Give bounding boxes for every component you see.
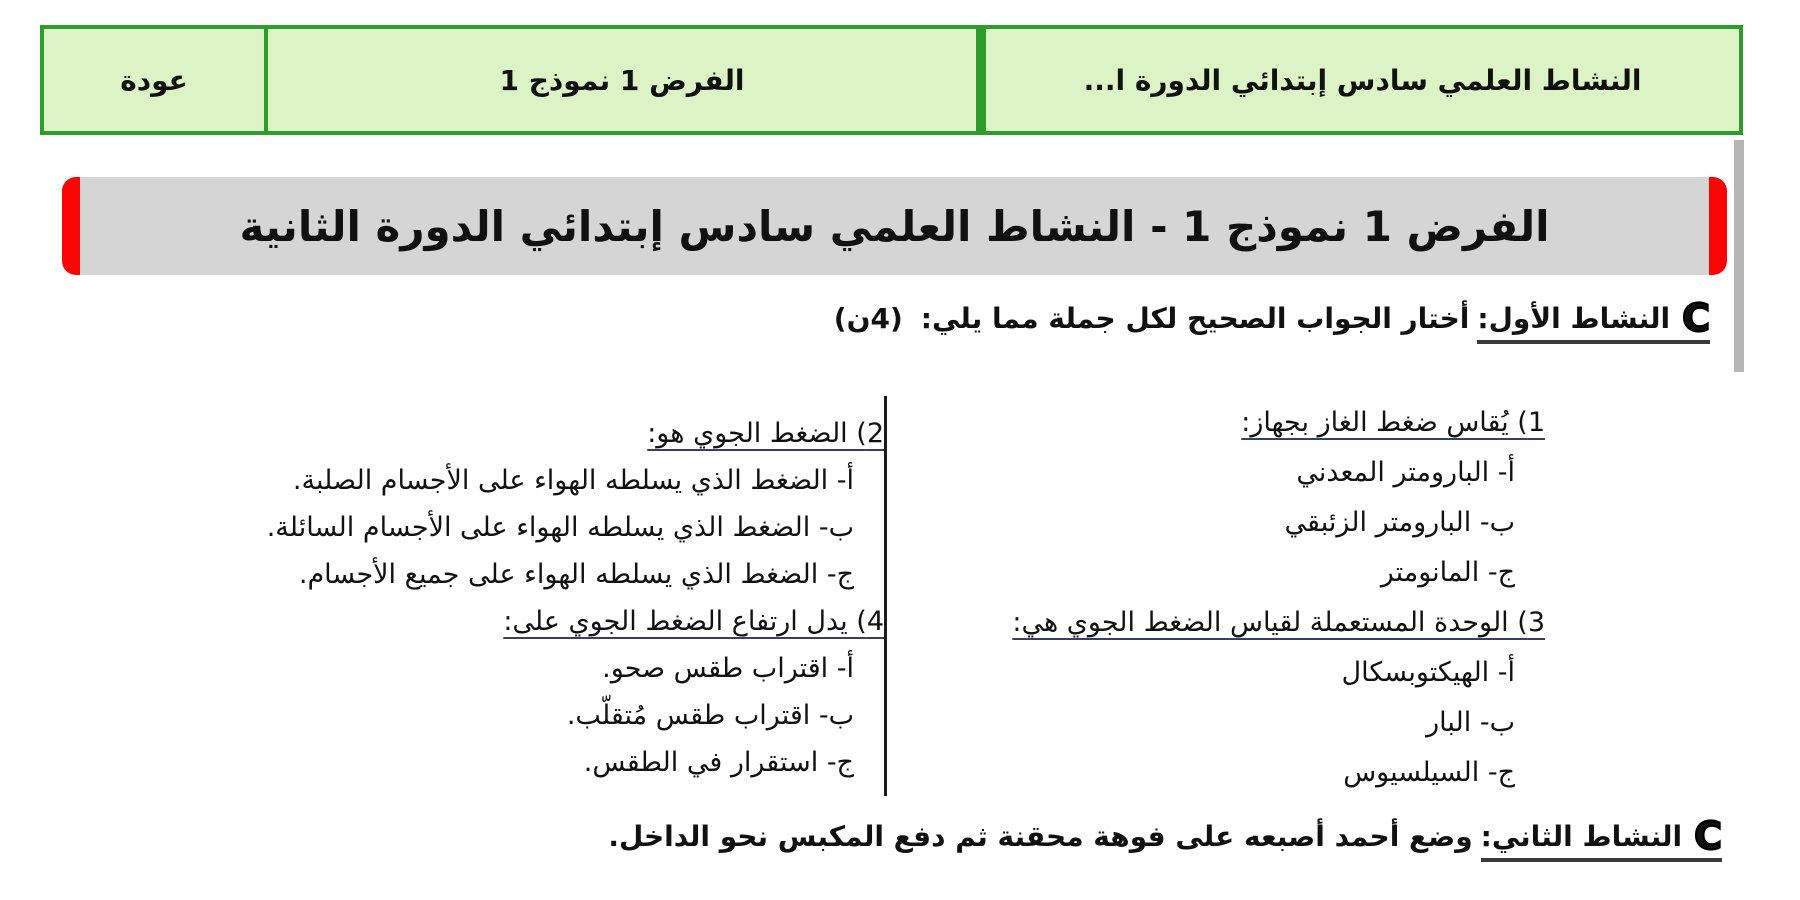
- activity2-line: [608, 814, 1722, 862]
- activity1-heading-wrap: [1477, 296, 1710, 344]
- question-4-option-c[interactable]: ج- استقرار في الطقس.: [583, 747, 854, 778]
- question-2-option-c[interactable]: ج- الضغط الذي يسلطه الهواء على جميع الأجسام.: [298, 559, 854, 590]
- question-column-left: [224, 410, 884, 786]
- header-cell-exam-title: الفرض 1 نموذج 1: [264, 29, 976, 131]
- activity2-text: وضع أحمد أصبعه على فوهة محقنة ثم دفع المكبس نحو الداخل.: [608, 820, 1473, 853]
- question-4-heading: 4) يدل ارتفاع الضغط الجوي على:: [503, 606, 884, 637]
- activity1-heading: النشاط الأول:: [1477, 302, 1671, 335]
- c-bullet-icon: C: [1682, 296, 1710, 340]
- header-cell-course-title: النشاط العلمي سادس إبتدائي الدورة ا...: [976, 29, 1739, 131]
- question-3-option-c[interactable]: ج- السيلسيوس: [1343, 757, 1515, 788]
- question-4-option-a[interactable]: أ- اقتراب طقس صحو.: [602, 653, 854, 684]
- question-column-right: [945, 398, 1545, 798]
- question-1-option-b[interactable]: ب- البارومتر الزئبقي: [1284, 507, 1515, 538]
- activity1-line: [833, 296, 1710, 344]
- red-accent-right: [1709, 177, 1727, 275]
- question-2-option-b[interactable]: ب- الضغط الذي يسلطه الهواء على الأجسام السائلة.: [266, 512, 854, 543]
- scrollbar-thumb[interactable]: [1734, 140, 1744, 372]
- question-2-heading: 2) الضغط الجوي هو:: [647, 418, 884, 449]
- question-1-option-a[interactable]: أ- البارومتر المعدني: [1296, 457, 1515, 488]
- question-3-option-b[interactable]: ب- البار: [1426, 707, 1515, 738]
- question-3-heading: 3) الوحدة المستعملة لقياس الضغط الجوي هي:: [1012, 607, 1545, 638]
- activity2-heading-wrap: [1480, 814, 1722, 862]
- red-accent-left: [62, 177, 80, 275]
- question-1-heading: 1) يُقاس ضغط الغاز بجهاز:: [1241, 407, 1545, 438]
- activity1-points: (4ن): [833, 302, 903, 335]
- c-bullet-icon: C: [1694, 814, 1722, 858]
- activity2-heading: النشاط الثاني:: [1480, 820, 1683, 853]
- back-button[interactable]: عودة: [120, 63, 188, 97]
- column-divider: [884, 396, 887, 796]
- page-title: الفرض 1 نموذج 1 - النشاط العلمي سادس إبتدائي الدورة الثانية: [80, 177, 1709, 275]
- question-4-option-b[interactable]: ب- اقتراب طقس مُتقلّب.: [566, 700, 854, 731]
- title-bar: [62, 177, 1727, 275]
- header-table: [40, 25, 1743, 135]
- activity1-instruction: أختار الجواب الصحيح لكل جملة مما يلي:: [920, 302, 1470, 335]
- question-2-option-a[interactable]: أ- الضغط الذي يسلطه الهواء على الأجسام الصلبة.: [292, 465, 854, 496]
- question-1-option-c[interactable]: ج- المانومتر: [1380, 557, 1515, 588]
- question-3-option-a[interactable]: أ- الهيكتوبسكال: [1341, 657, 1515, 688]
